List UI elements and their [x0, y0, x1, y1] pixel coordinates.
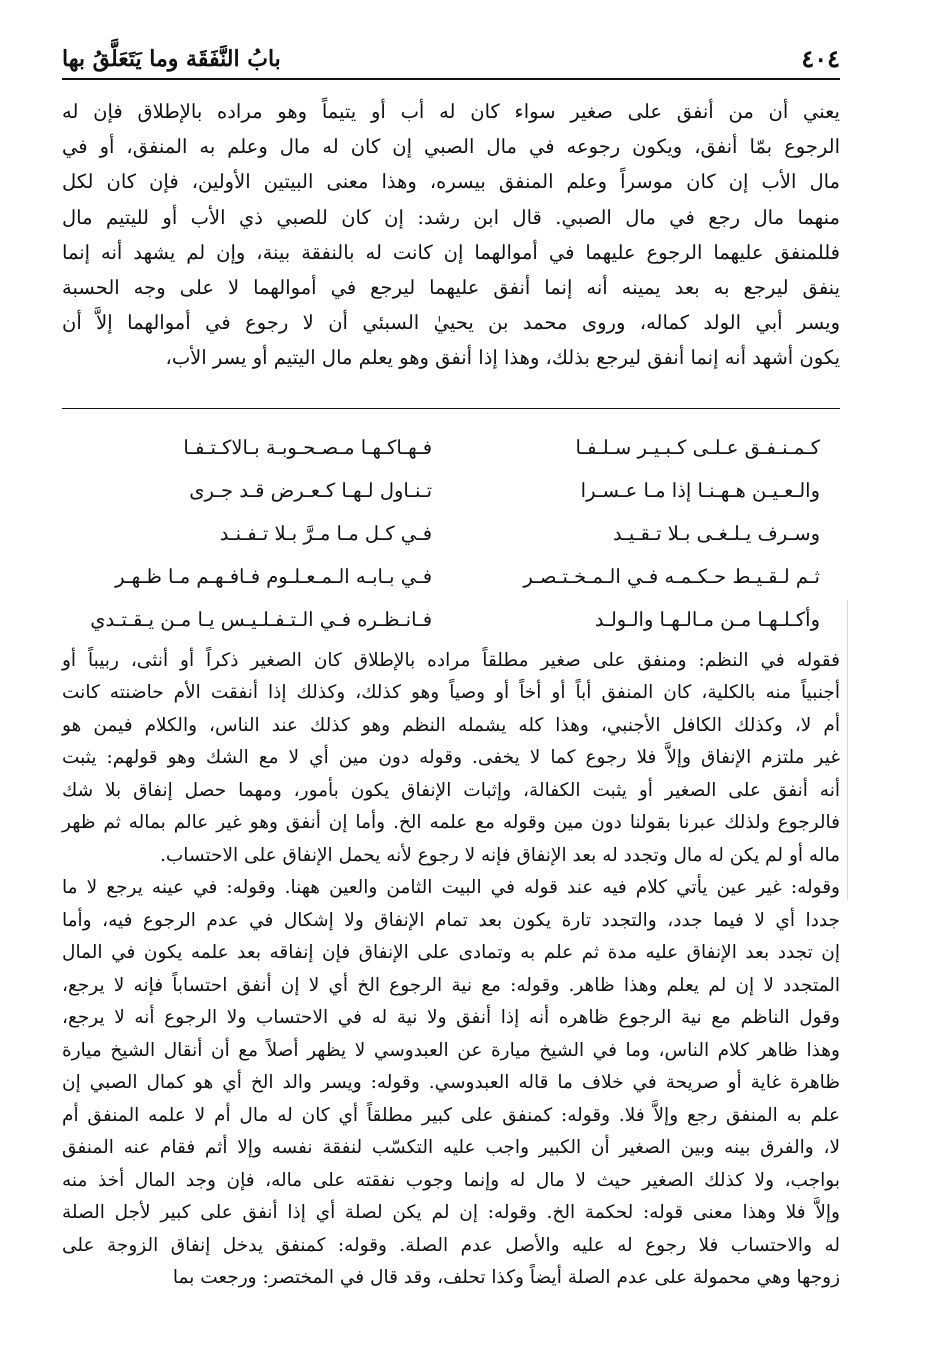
- notes-line: وقول الناظم مع نية الرجوع ظاهره أنه إذا أنفق ولا نية له في الاحتساب ولا الرجوع أنه لا يرجع،: [62, 1007, 840, 1029]
- notes-line: ظاهرة غاية أو صريحة في خلاف ما قاله العبدوسي. وقوله: ويسر والد الخ أي هو كمال الصبي إن: [62, 1072, 840, 1094]
- notes-line: إن تجدد بعد الإنفاق عليه مدة ثم علم به وتمادى على الإنفاق فإن إنفاقه بعد علمه يكون في المال: [62, 942, 840, 964]
- commentary-line: ينفق ليرجع به بعد يمينه أنه إنما أنفق عليهما ليرجع في أموالهما لا على وجه الحسبة: [62, 276, 840, 300]
- verse-first-hemistich: وسـرف يـلـغـى بـلا تـقـيـد: [612, 521, 820, 545]
- notes-line: أجنبياً منه بالكلية، كان المنفق أباً أو أخاً أو وصياً وهو كذلك، وكذلك إذا أنفقت الأم حاضنته كانت: [62, 682, 840, 704]
- verse-first-hemistich: ثـم لـقـيـط حـكـمـه فـي الـمـخـتـصـر: [523, 564, 820, 588]
- notes-line: زوجها وهي محمولة على عدم الصلة أيضاً وكذا تحلف، وقد قال في المختصر: ورجعت بما: [172, 1267, 840, 1289]
- notes-line: وهذا ظاهر كلام الناس، وما في الشيخ ميارة عن العبدوسي لا يظهر أصلاً مع أن أنقال الشيخ ميارة: [62, 1039, 840, 1061]
- verse-first-hemistich: وأكـلـهـا مـن مـالـهـا والـولـد: [594, 607, 820, 631]
- commentary-line: منهما مال رجع في مال الصبي. قال ابن رشد: إن كان للصبي ذي الأب أو لليتيم مال: [62, 205, 840, 229]
- notes-line: جددا أي لا فيما جدد، والتجدد تارة يكون بعد تمام الإنفاق ولا إشكال في عدم الرجوع فيه، وأما: [62, 909, 840, 931]
- notes-line: وقوله: غير عين يأتي كلام فيه عند قوله في البيت الثامن والعين ههنا. وقوله: في عينه يرجع لا ما: [62, 877, 840, 899]
- chapter-title: بابُ النَّفَقَة وما يَتَعَلَّقُ بها: [62, 46, 281, 72]
- notes-line: لا، والفرق بينه وبين الصغير أن الكبير واجب عليه التكسّب لنفقة نفسه وإلا أثم فقام عنه المنفق: [62, 1137, 840, 1159]
- notes-line: له والاحتساب فلا رجوع له عليه والأصل عدم الصلة. وقوله: كمنفق يدخل إنفاق الزوجة على: [62, 1234, 840, 1256]
- verse-second-hemistich: فـانـظـره فـي الـتـفـلـيـس يـا مـن يـقـتـدي: [90, 607, 433, 631]
- poem-verse: [62, 469, 840, 512]
- footnote-divider: [62, 408, 840, 409]
- poem-verse: [62, 512, 840, 555]
- notes-text: [62, 645, 840, 1295]
- verse-second-hemistich: تـنـاول لـهـا كـعـرض قـد جـرى: [189, 478, 433, 502]
- notes-line: فالرجوع ولذلك عبرنا بقولنا دون مين وقوله مع علمه الخ. وأما إن أنفق وهو غير عالم بماله ثم ظهر: [62, 812, 840, 834]
- poem-verse: [62, 598, 840, 641]
- poem-verse: [62, 426, 840, 469]
- commentary-text: [62, 94, 840, 376]
- verse-second-hemistich: فـي بـابـه الـمـعـلـوم فـافـهـم مـا ظـهـر: [115, 564, 433, 588]
- book-page: [62, 40, 840, 1352]
- page-header: [62, 40, 840, 80]
- notes-line: أنه أنفق على الصغير أو يثبت الكفالة، وإثبات الإنفاق يكون بأمور، ومهما حصل إنفاق بلا شك: [62, 779, 840, 801]
- poem-block: [62, 418, 840, 641]
- notes-line: بواجب، ولا كذلك الصغير حيث لا مال له وإنما وجوب نفقته على ماله، فإن وجد المال أخذ منه: [62, 1169, 840, 1191]
- commentary-line: يعني أن من أنفق على صغير سواء كان له أب أو يتيماً وهو مراده بالإطلاق فإن له: [62, 100, 840, 123]
- notes-line: علم به المنفق رجع وإلاَّ فلا. وقوله: كمنفق على كبير مطلقاً أي كان له مال أم لا علمه المنفق أم: [62, 1104, 840, 1126]
- notes-line: أم لا، وكذلك الكافل الأجنبي، وهذا كله يشمله النظم وهو كذلك عند الناس، والكلام فيمن هو: [62, 714, 840, 736]
- verse-first-hemistich: كـمـنـفـق عـلـى كـبـيـر سـلـفـا: [575, 435, 820, 459]
- verse-second-hemistich: فـهـاكـهـا مـصـحـوبـة بـالاكـتـفـا: [183, 435, 433, 459]
- commentary-line: الرجوع بمّا أنفق، ويكون رجوعه في مال الصبي إن كان له مال وعلم به المنفق، أو في: [62, 135, 840, 159]
- notes-line: المتجدد لا إن لم يعلم وهذا ظاهر. وقوله: مع نية الرجوع الخ أي لا إن أنفق احتساباً فإنه لا يرجع،: [62, 974, 840, 996]
- poem-verse: [62, 555, 840, 598]
- verse-second-hemistich: فـي كـل مـا مـرَّ بـلا تـفـنـد: [219, 521, 433, 545]
- binding-margin-line: [847, 600, 848, 900]
- commentary-line: مال الأب إن كان موسراً وعلم المنفق بيسره، وهذا معنى البيتين الأولين، فإن كان لكل: [62, 170, 840, 194]
- commentary-line: ويسر أبي الولد كماله، وروى محمد بن يحييٰ السبئي أن لا رجوع في أموالهما إلاَّ أن: [62, 311, 840, 335]
- notes-line: غير ملتزم الإنفاق وإلاَّ فلا رجوع كما لا يخفى. وقوله دون مين أي لا مع الشك وهو قولهم: يثبت: [62, 747, 840, 769]
- notes-line: فقوله في النظم: ومنفق على صغير مطلقاً مراده بالإطلاق كان الصغير ذكراً أو أنثى، ربيباً أو: [62, 649, 840, 671]
- commentary-line: يكون أشهد أنه إنما أنفق ليرجع بذلك، وهذا إذا أنفق وهو يعلم مال اليتيم أو يسر الأب،: [165, 346, 840, 370]
- page-number: ٤٠٤: [801, 44, 840, 73]
- commentary-line: فللمنفق عليهما الرجوع عليهما في أموالهما إن كانت له بالنفقة بينة، وإن لم يشهد أنه إنما: [62, 240, 840, 264]
- verse-first-hemistich: والـعـيـن هـهـنـا إذا مـا عـسـرا: [580, 478, 820, 502]
- notes-line: ماله أو لم يكن له مال وتجدد له بعد الإنفاق فإنه لا رجوع لأنه يحمل الإنفاق على الاحتساب.: [160, 844, 840, 866]
- notes-line: وإلاَّ فلا وهذا معنى قوله: لحكمة الخ. وقوله: إن لم يكن لصلة أي إذا أنفق على كبير لأجل الصلة: [62, 1202, 840, 1224]
